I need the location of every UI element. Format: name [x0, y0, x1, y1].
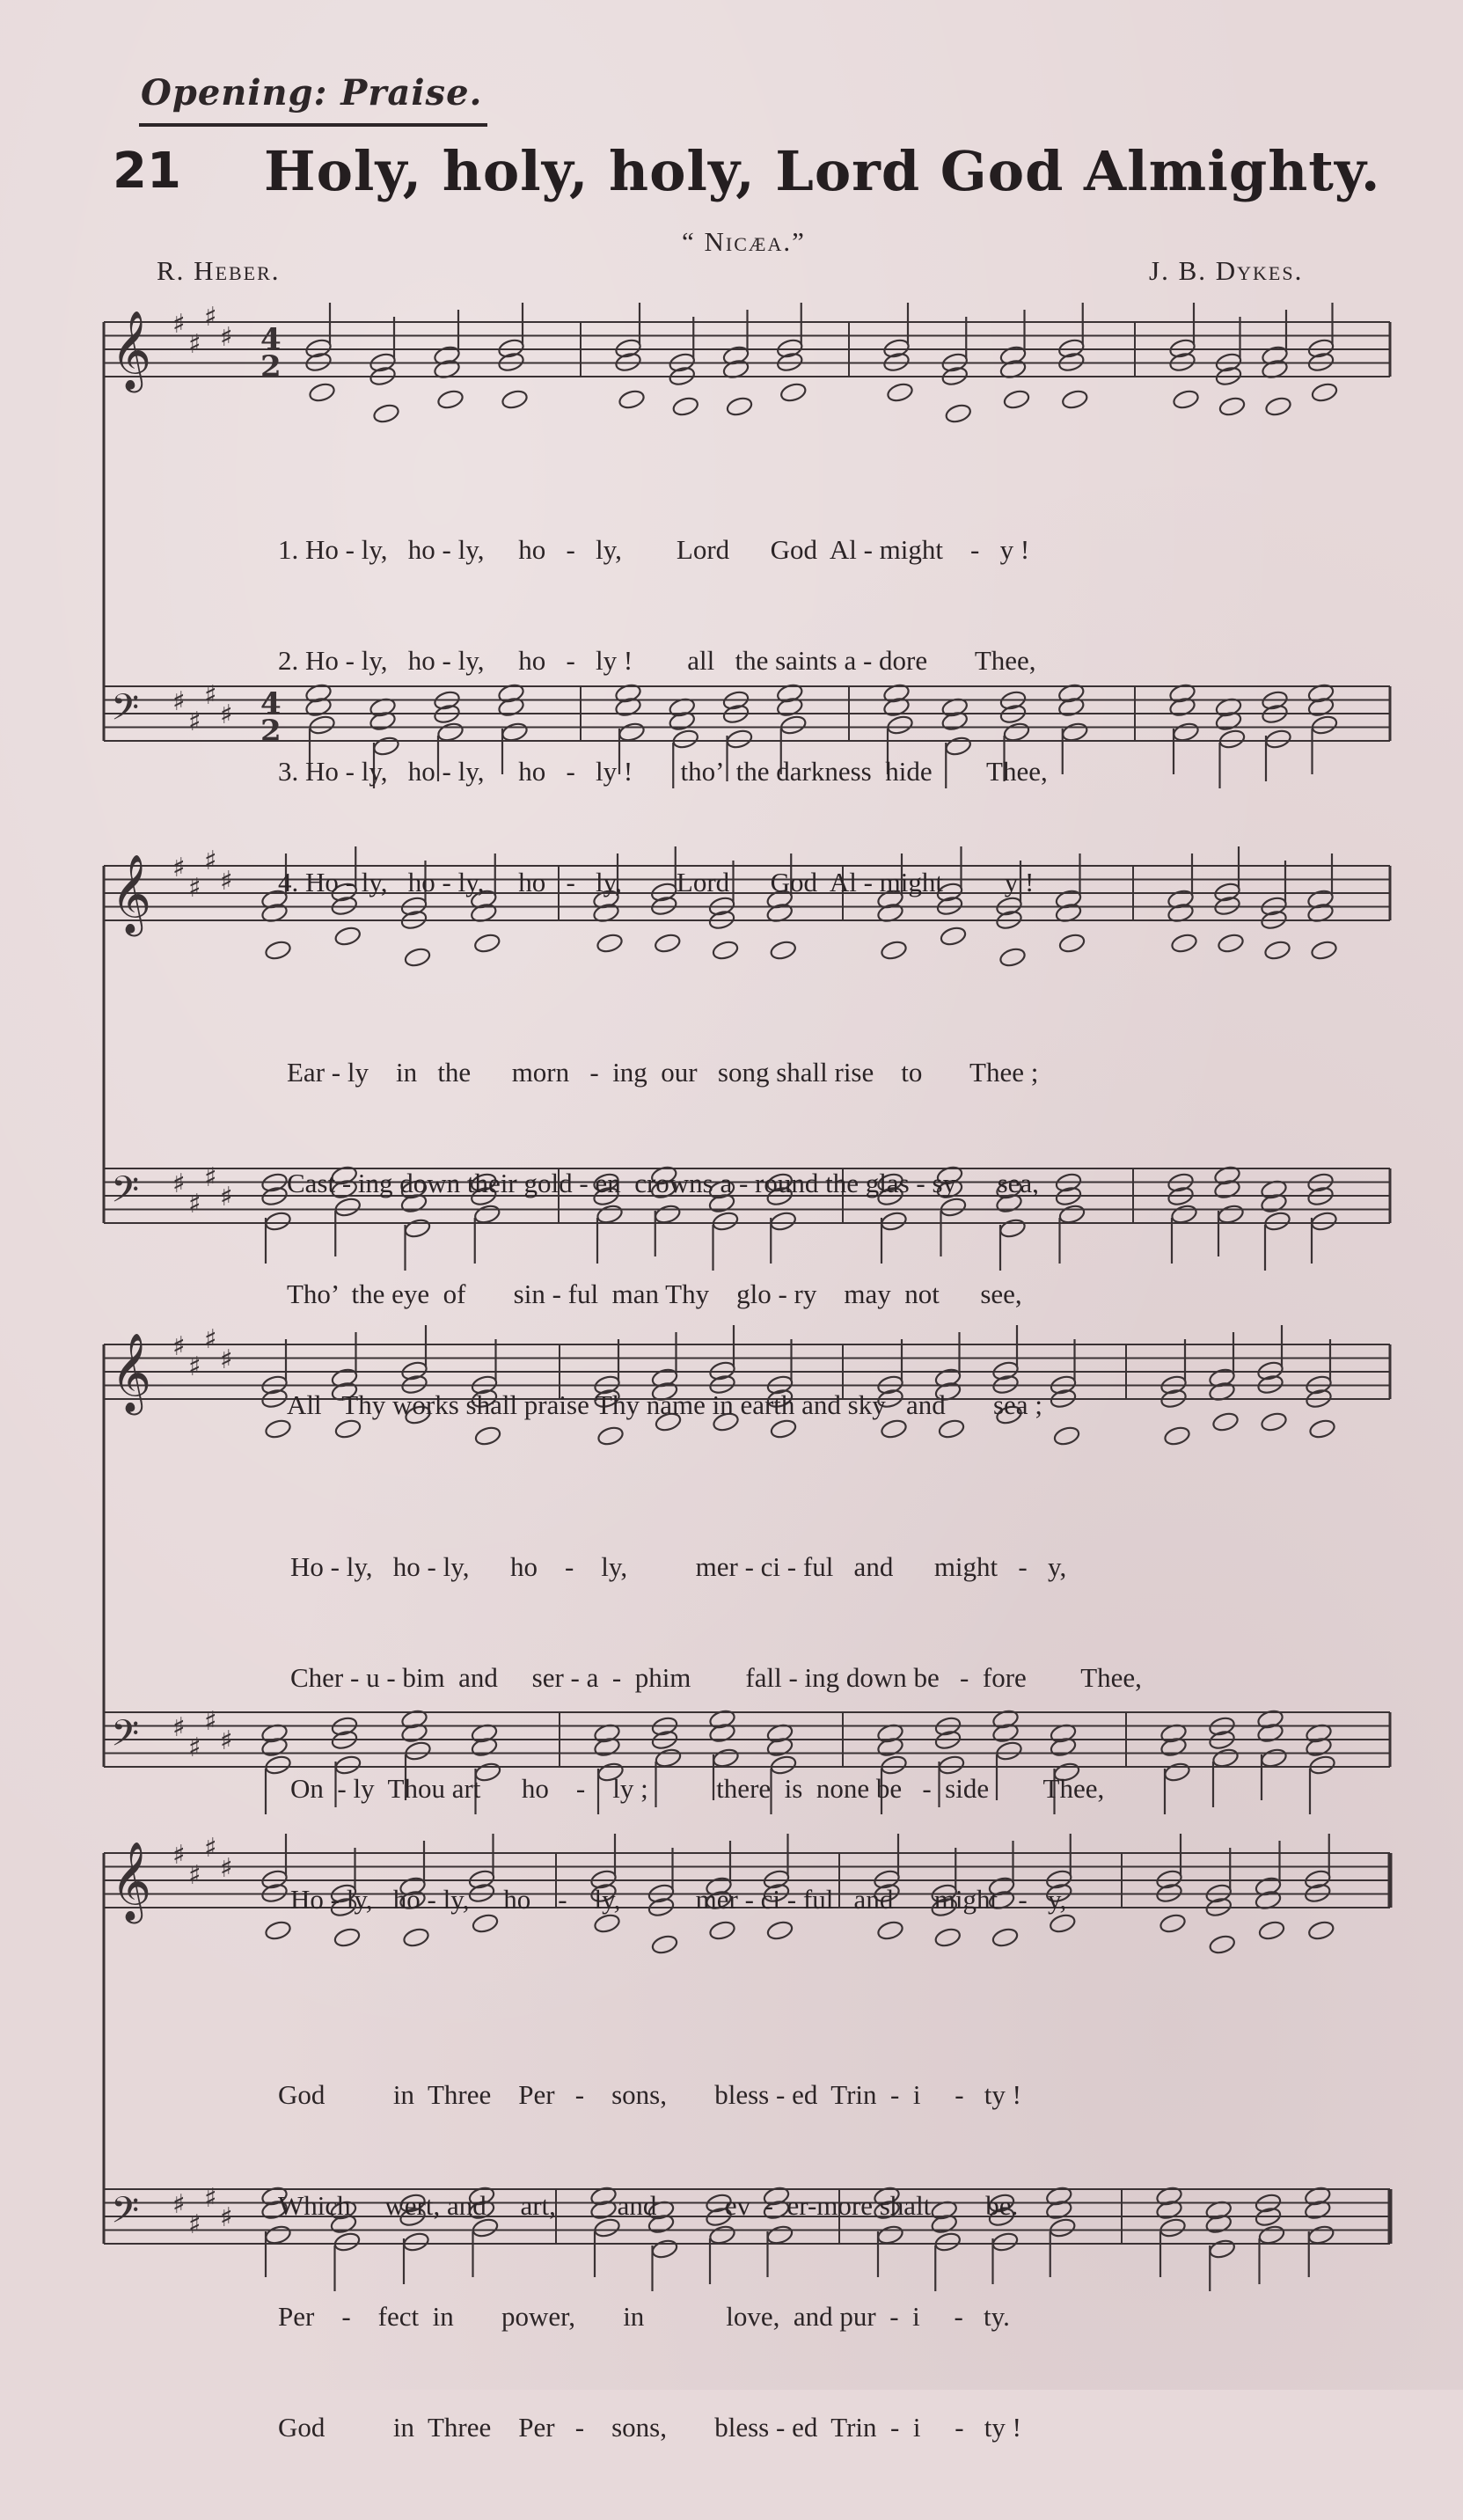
note-head — [1208, 2238, 1236, 2260]
sharp-icon: ♯ — [188, 873, 201, 904]
note-head — [1307, 1920, 1335, 1942]
treble-clef-icon: 𝄞 — [111, 1842, 152, 1921]
time-signature-bottom: 2 — [260, 714, 282, 749]
note-head — [1308, 1418, 1336, 1440]
sharp-icon: ♯ — [204, 302, 217, 333]
treble-clef-icon: 𝄞 — [111, 854, 152, 934]
bass-clef-icon: 𝄢 — [111, 2189, 140, 2240]
note-head — [1003, 389, 1031, 411]
lyricist: R. Heber. — [157, 255, 281, 286]
treble-clef-icon: 𝄞 — [111, 311, 152, 390]
note-head — [1058, 1204, 1086, 1226]
sharp-icon: ♯ — [220, 700, 233, 730]
note-head — [1307, 2224, 1335, 2246]
sharp-icon: ♯ — [172, 309, 186, 340]
note-head — [264, 1920, 292, 1942]
verse-block-4 — [278, 2003, 1021, 2520]
sharp-icon: ♯ — [220, 322, 233, 353]
sharp-icon: ♯ — [188, 707, 201, 737]
sharp-icon: ♯ — [188, 1732, 201, 1763]
note-head — [944, 403, 972, 425]
sharp-icon: ♯ — [220, 1182, 233, 1212]
verse-line: On - ly Thou art ho - ly ; there is none be - side Thee, — [290, 1773, 1105, 1804]
sharp-icon: ♯ — [220, 1725, 233, 1756]
verse-line: 2. Ho - ly, ho - ly, ho - ly ! all the saints a - dore Thee, — [278, 645, 1036, 676]
sharp-icon: ♯ — [220, 1853, 233, 1884]
note-head — [1263, 1211, 1291, 1233]
note-head — [1211, 1411, 1240, 1433]
verse-block-1 — [278, 458, 1048, 975]
note-head — [671, 396, 699, 418]
time-signature-top: 4 — [260, 322, 282, 357]
note-head — [1208, 1934, 1236, 1956]
time-signature-top: 4 — [260, 686, 282, 722]
tune-name: “ Nicæa.” — [682, 226, 806, 257]
verse-line: Tho’ the eye of sin - ful man Thy glo - ry may not see, — [287, 1278, 1022, 1309]
verse-line: 4. Ho - ly, ho - ly, ho - ly, Lord God Al - might y ! — [278, 867, 1035, 897]
sharp-icon: ♯ — [172, 853, 186, 883]
bass-clef-icon: 𝄢 — [111, 686, 140, 737]
note-head — [1311, 382, 1339, 404]
sharp-icon: ♯ — [204, 2183, 217, 2214]
sharp-icon: ♯ — [172, 1712, 186, 1743]
verse-line: God in Three Per - sons, bless - ed Trin - i - ty ! — [278, 2079, 1021, 2110]
note-head — [618, 389, 646, 411]
composer: J. B. Dykes. — [1149, 255, 1304, 286]
note-head — [1263, 940, 1291, 962]
sharp-icon: ♯ — [204, 680, 217, 711]
note-head — [1310, 940, 1338, 962]
verse-line: Per - fect in power, in love, and pur - i - ty. — [278, 2301, 1010, 2332]
note-head — [1172, 389, 1200, 411]
note-head — [1163, 1425, 1191, 1447]
note-head — [264, 1754, 292, 1776]
verse-line: Ho - ly, ho - ly, ho - ly, mer - ci - ful and might - y, — [290, 1551, 1067, 1582]
note-head — [1260, 1411, 1288, 1433]
note-head — [372, 403, 400, 425]
note-head — [1172, 722, 1200, 744]
sharp-icon: ♯ — [220, 866, 233, 897]
note-head — [779, 382, 808, 404]
sharp-icon: ♯ — [204, 1833, 217, 1864]
treble-clef-icon: 𝄞 — [111, 1333, 152, 1412]
sharp-icon: ♯ — [204, 1162, 217, 1193]
sharp-icon: ♯ — [188, 1860, 201, 1891]
sharp-icon: ♯ — [188, 2209, 201, 2240]
verse-line: Ho - ly, ho - ly, ho - ly, mer - ci - ful and might - y, — [290, 1884, 1067, 1915]
verse-line: Cher - u - bim and ser - a - phim fall - ing down be - fore Thee, — [290, 1662, 1142, 1693]
sharp-icon: ♯ — [172, 1331, 186, 1362]
note-head — [1217, 933, 1245, 955]
note-head — [726, 396, 754, 418]
note-head — [1264, 396, 1292, 418]
sharp-icon: ♯ — [188, 329, 201, 360]
note-head — [1258, 2224, 1286, 2246]
verse-line: 3. Ho - ly, ho - ly, ho - ly ! tho’ the darkness hide Thee, — [278, 756, 1048, 787]
section-heading: Opening: Praise. — [141, 72, 483, 114]
note-head — [1061, 722, 1089, 744]
time-signature-bottom: 2 — [260, 349, 282, 385]
note-head — [1170, 1204, 1198, 1226]
note-head — [1217, 1204, 1245, 1226]
note-head — [1310, 1211, 1338, 1233]
note-head — [886, 382, 914, 404]
note-head — [1159, 2217, 1187, 2239]
note-head — [308, 382, 336, 404]
sharp-icon: ♯ — [188, 1352, 201, 1382]
verse-line: All Thy works shall praise Thy name in earth and sky and sea ; — [287, 1389, 1042, 1420]
note-head — [1218, 729, 1247, 751]
sharp-icon: ♯ — [204, 846, 217, 876]
verse-line: Which wert, and art, and ev - er-more shalt be. — [278, 2190, 1019, 2221]
sharp-icon: ♯ — [220, 2202, 233, 2233]
verse-line: Ear - ly in the morn - ing our song shall rise to Thee ; — [287, 1057, 1039, 1088]
note-head — [1163, 1762, 1191, 1784]
note-head — [1260, 1747, 1288, 1769]
note-head — [1170, 933, 1198, 955]
bass-clef-icon: 𝄢 — [111, 1168, 140, 1220]
sharp-icon: ♯ — [172, 686, 186, 717]
note-head — [501, 389, 529, 411]
note-head — [1308, 1754, 1336, 1776]
sharp-icon: ♯ — [220, 1344, 233, 1375]
sharp-icon: ♯ — [204, 1706, 217, 1737]
hymn-title: Holy, holy, holy, Lord God Almighty. — [264, 139, 1381, 203]
note-head — [1264, 729, 1292, 751]
verse-block-3 — [290, 1475, 1142, 1992]
note-head — [1311, 714, 1339, 736]
sharp-icon: ♯ — [204, 1324, 217, 1355]
verse-line: 1. Ho - ly, ho - ly, ho - ly, Lord God Al - might - y ! — [278, 534, 1030, 565]
note-head — [1061, 389, 1089, 411]
verse-line: Cast - ing down their gold - en crowns a - round the glas - sy sea, — [287, 1168, 1039, 1198]
hymn-number: 21 — [113, 143, 181, 200]
note-head — [1058, 933, 1086, 955]
note-head — [436, 389, 465, 411]
sharp-icon: ♯ — [188, 1189, 201, 1220]
sharp-icon: ♯ — [172, 2189, 186, 2220]
note-head — [1218, 396, 1247, 418]
note-head — [1159, 1913, 1187, 1935]
note-head — [1049, 2217, 1077, 2239]
sharp-icon: ♯ — [172, 1840, 186, 1871]
verse-line: God in Three Per - sons, bless - ed Trin - i - ty ! — [278, 2412, 1021, 2443]
note-head — [1211, 1747, 1240, 1769]
note-head — [1258, 1920, 1286, 1942]
sharp-icon: ♯ — [172, 1168, 186, 1199]
verse-block-2 — [287, 980, 1042, 1498]
bass-clef-icon: 𝄢 — [111, 1712, 140, 1763]
note-head — [1053, 1425, 1081, 1447]
